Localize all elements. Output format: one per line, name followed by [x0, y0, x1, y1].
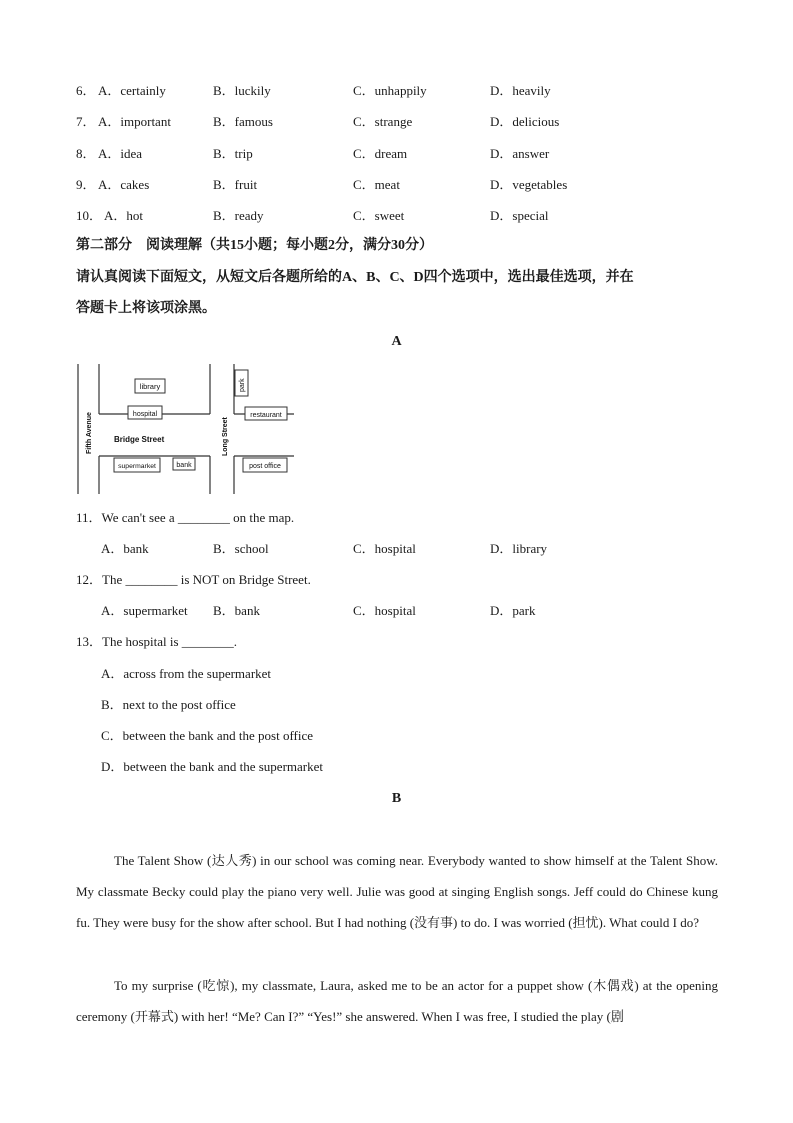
option-c: C．sweet: [353, 208, 405, 223]
question-13-option-a: A．across from the supermarket: [101, 666, 272, 681]
option-d: D．special: [490, 208, 549, 223]
section-instruction-line1: 请认真阅读下面短文，从短文后各题所给的A、B、C、D四个选项中，选出最佳选项，并在: [76, 270, 634, 285]
option-a: A．bank: [101, 541, 149, 556]
question-number: 6．: [76, 83, 96, 98]
question-13-option-d: D．between the bank and the supermarket: [101, 759, 324, 774]
map-long-street-label: Long Street: [222, 417, 229, 456]
question-number: 9．: [76, 177, 96, 192]
option-b: B．famous: [213, 114, 273, 129]
map-post-office-label: post office: [249, 463, 281, 470]
paragraph-text: The Talent Show (达人秀) in our school was coming near. Everybody wanted to show himself at the Talent Show. My classmate Becky could play the piano very well. Julie was good at singing English songs. Jeff could do Chinese kung fu. They were busy for the show after school. But I had nothing (没有事) to do. I was worried (担忧). What could I do?: [76, 853, 718, 930]
question-number: 8．: [76, 146, 96, 161]
option-b: B．school: [213, 541, 269, 556]
option-a: A．idea: [98, 146, 143, 161]
map-park-label: park: [239, 378, 246, 392]
option-c: C．dream: [353, 146, 408, 161]
option-d: D．vegetables: [490, 177, 568, 192]
question-13-option-c: C．between the bank and the post office: [101, 728, 314, 743]
question-13-stem: 13．The hospital is ________.: [76, 634, 238, 649]
option-c: C．strange: [353, 114, 413, 129]
option-a: A．cakes: [98, 177, 150, 192]
question-13-option-b: B．next to the post office: [101, 697, 236, 712]
section-instruction-line2: 答题卡上将该项涂黑。: [76, 301, 216, 316]
question-11-stem: 11．We can't see a ________ on the map.: [76, 510, 295, 525]
passage-a-label: A: [391, 334, 402, 349]
question-number: 10．: [76, 208, 103, 223]
passage-b-label: B: [391, 791, 402, 806]
question-number: 7．: [76, 114, 96, 129]
option-b: B．ready: [213, 208, 264, 223]
option-a: A．certainly: [98, 83, 166, 98]
question-12-stem: 12．The ________ is NOT on Bridge Street.: [76, 572, 311, 587]
option-c: C．hospital: [353, 541, 416, 556]
passage-b-paragraph-2: [76, 970, 718, 1032]
map-bank-label: bank: [176, 462, 192, 469]
option-d: D．heavily: [490, 83, 551, 98]
option-c: C．meat: [353, 177, 400, 192]
option-d: D．delicious: [490, 114, 560, 129]
option-d: D．answer: [490, 146, 550, 161]
option-c: C．unhappily: [353, 83, 427, 98]
option-b: B．trip: [213, 146, 253, 161]
option-d: D．park: [490, 603, 536, 618]
option-c: C．hospital: [353, 603, 416, 618]
map-supermarket-label: supermarket: [118, 463, 156, 470]
passage-b-paragraph-1: [76, 845, 718, 938]
option-b: B．fruit: [213, 177, 258, 192]
option-b: B．bank: [213, 603, 260, 618]
map-bridge-street-label: Bridge Street: [114, 435, 165, 444]
option-a: A．hot: [104, 208, 144, 223]
map-library-label: library: [139, 382, 161, 391]
map-hospital-label: hospital: [132, 411, 158, 418]
option-a: A．supermarket: [101, 603, 188, 618]
map-restaurant-label: restaurant: [250, 412, 282, 419]
paragraph-text: To my surprise (吃惊), my classmate, Laura, asked me to be an actor for a puppet show (木偶戏) at the opening ceremony (开幕式) with her! “Me? Can I?” “Yes!” she answered. When I was free, I studied the play (剧: [76, 978, 718, 1024]
street-map: [76, 362, 296, 496]
map-fifth-avenue-label: Fifth Avenue: [86, 412, 93, 454]
option-a: A．important: [98, 114, 171, 129]
section-title: 第二部分 阅读理解（共15小题；每小题2分，满分30分）: [76, 238, 433, 253]
option-d: D．library: [490, 541, 548, 556]
option-b: B．luckily: [213, 83, 271, 98]
